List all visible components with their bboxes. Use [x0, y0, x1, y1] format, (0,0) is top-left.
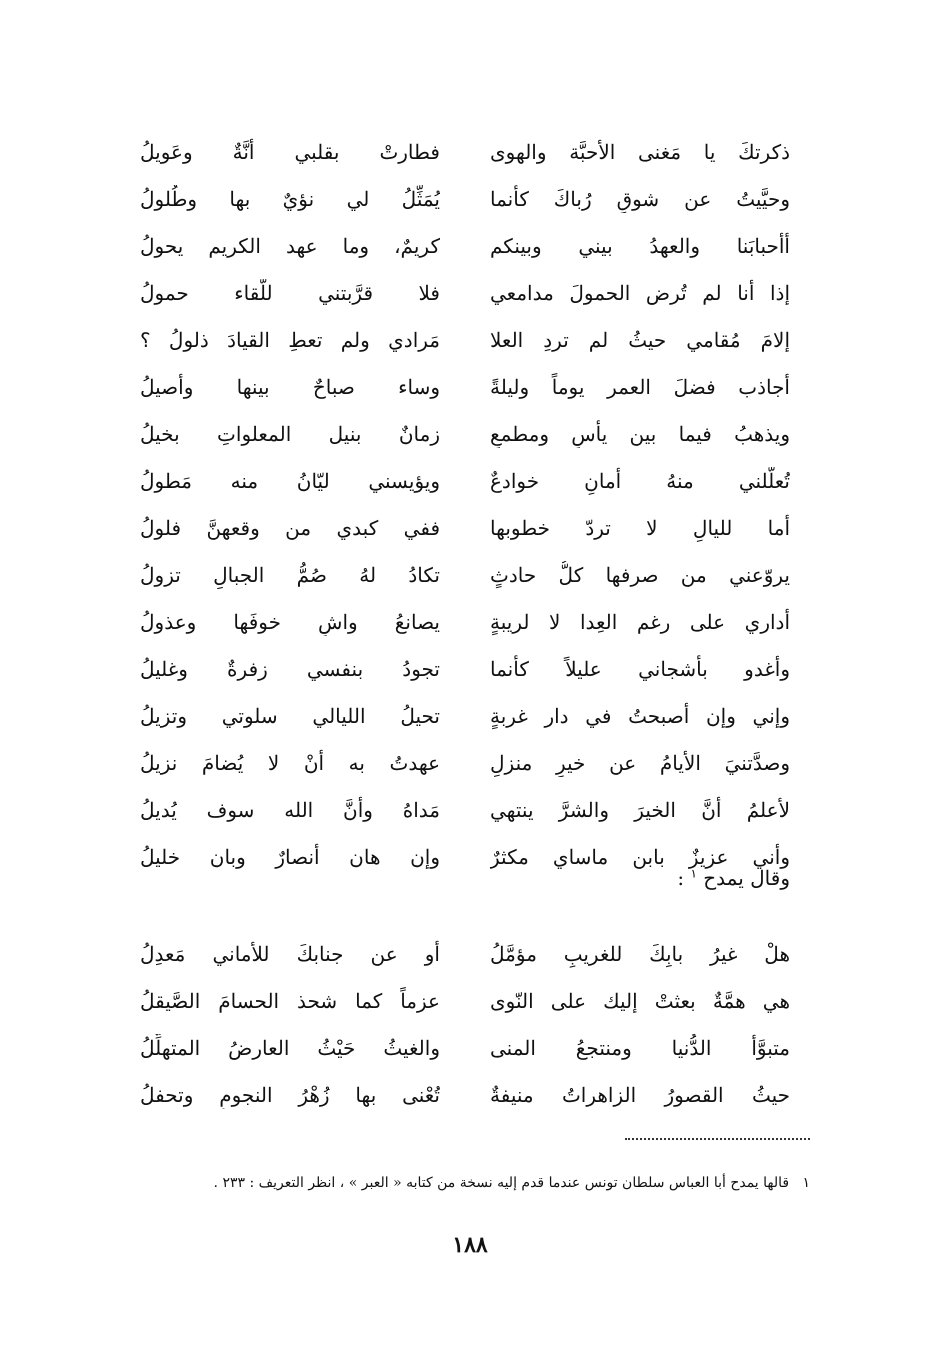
poem-intro	[677, 866, 790, 890]
verse-ajuz: تُعْنى بها زُهْرُ النجومِ وتحفلُ	[140, 1082, 440, 1107]
verse-row	[140, 457, 790, 504]
verse-row	[140, 410, 790, 457]
poem-one	[140, 128, 790, 880]
verse-row	[140, 316, 790, 363]
verse-ajuz: وإن هان أنصارٌ وبان خليلُ	[140, 844, 440, 869]
verse-row	[140, 645, 790, 692]
verse-ajuz: ويؤيسني ليّانُ منه مَطولُ	[140, 468, 440, 493]
verse-sadr: وصدَّتنيَ الأيامُ عن خيرِ منزلٍ	[490, 750, 790, 775]
verse-row	[140, 692, 790, 739]
verse-ajuz: كريمٌ، وما عهد الكريم يحولُ	[140, 233, 440, 258]
verse-row	[140, 977, 790, 1024]
verse-sadr: وحيَّيتُ عن شوقٍ رُباكَ كأنما	[490, 186, 790, 211]
verse-ajuz: زمانٌ بنيل المعلواتِ بخيلُ	[140, 421, 440, 446]
verse-row	[140, 786, 790, 833]
footnote-number: ١	[802, 1175, 810, 1191]
verse-row	[140, 1024, 790, 1071]
verse-ajuz: فلا قرَّبتني للّقاء حمولُ	[140, 280, 440, 305]
verse-sadr: وإني وإن أصبحتُ في دار غربةٍ	[490, 703, 790, 728]
verse-sadr: لأعلمُ أنَّ الخيرَ والشرَّ ينتهي	[490, 797, 790, 822]
verse-sadr: إلامَ مُقامي حيثُ لم تردِ العلا	[490, 327, 790, 352]
verse-row	[140, 363, 790, 410]
verse-sadr: إذا أنا لم تُرضِ الحمولَ مدامعي	[490, 280, 790, 305]
verse-ajuz: وساء صباحٌ بينها وأصيلُ	[140, 374, 440, 399]
verse-row	[140, 598, 790, 645]
verse-row	[140, 930, 790, 977]
verse-sadr: متبوَّأ الدُّنيا ومنتجعُ المنى	[490, 1035, 790, 1060]
verse-row	[140, 551, 790, 598]
verse-sadr: ذكرتكَ يا مَغنى الأحبَّة والهوى	[490, 139, 790, 164]
verse-sadr: هلْ غيرُ بابِكَ للغريبِ مؤمَّلُ	[490, 941, 790, 966]
verse-row	[140, 1071, 790, 1118]
verse-sadr: وأني عزيزٌ بابن ماساي مكثرٌ	[490, 844, 790, 869]
verse-ajuz: فطارتْ بقلبي أنَّةٌ وعَويلُ	[140, 139, 440, 164]
verse-ajuz: ففي كبدي من وقعهنَّ فلولُ	[140, 515, 440, 540]
footnote-divider	[625, 1138, 810, 1140]
verse-sadr: ويذهبُ فيما بين يأسٍ ومطمعٍ	[490, 421, 790, 446]
verse-ajuz: يُمَثِّلُ لي نؤيٌ بها وطُلولُ	[140, 186, 440, 211]
verse-sadr: هي همَّةٌ بعثتْ إليك على النّوى	[490, 988, 790, 1013]
verse-ajuz: يصانعُ واشٍ خوفَها وعذولُ	[140, 609, 440, 634]
verse-ajuz: تجودُ بنفسي زفرةٌ وغليلُ	[140, 656, 440, 681]
intro-colon: :	[677, 866, 685, 890]
verse-ajuz: عهدتُ به أنْ لا يُضامَ نزيلُ	[140, 750, 440, 775]
intro-text: وقال يمدح	[703, 866, 790, 890]
verse-sadr: أجاذب فضلَ العمر يوماً وليلةً	[490, 374, 790, 399]
verse-row	[140, 222, 790, 269]
verse-sadr: يروّعني من صرفها كلُّ حادثٍ	[490, 562, 790, 587]
verse-ajuz: أو عن جنابكَ للأماني مَعدِلُ	[140, 941, 440, 966]
verse-row	[140, 269, 790, 316]
verse-row	[140, 739, 790, 786]
verse-ajuz: تكادُ لهُ صُمُّ الجبالِ تزولُ	[140, 562, 440, 587]
page-number: ١٨٨	[452, 1232, 488, 1258]
verse-sadr: وأغدو بأشجاني عليلاً كأنما	[490, 656, 790, 681]
verse-ajuz: والغيثُ حَيْثُ العارضُ المتهلِّلُ	[140, 1035, 440, 1060]
footnote	[214, 1175, 810, 1191]
intro-footnote-mark: ١	[690, 866, 697, 881]
verse-sadr: أداري على رغم العِدا لا لريبةٍ	[490, 609, 790, 634]
verse-ajuz: تحيلُ الليالي سلوتي وتزيلُ	[140, 703, 440, 728]
verse-sadr: تُعلّلني منهُ أمانٍ خوادعٌ	[490, 468, 790, 493]
verse-sadr: أأحبابَنا والعهدُ بيني وبينكم	[490, 233, 790, 258]
verse-ajuz: مَداهُ وأنَّ الله سوف يُديلُ	[140, 797, 440, 822]
verse-sadr: حيثُ القصورُ الزاهراتُ منيفةٌ	[490, 1082, 790, 1107]
verse-row	[140, 175, 790, 222]
poem-two	[140, 930, 790, 1118]
verse-ajuz: عزماً كما شحذ الحسامَ الصَّيقلُ	[140, 988, 440, 1013]
verse-row	[140, 128, 790, 175]
verse-row	[140, 504, 790, 551]
verse-ajuz: مَرادي ولم تعطِ القيادَ ذلولُ ؟	[140, 327, 440, 352]
verse-sadr: أما لليالٍ لا تردّ خطوبها	[490, 515, 790, 540]
footnote-text: قالها يمدح أبا العباس سلطان تونس عندما قدم إليه نسخة من كتابه « العبر » ، انظر التعريف : ٢٣٣ .	[213, 1175, 790, 1191]
